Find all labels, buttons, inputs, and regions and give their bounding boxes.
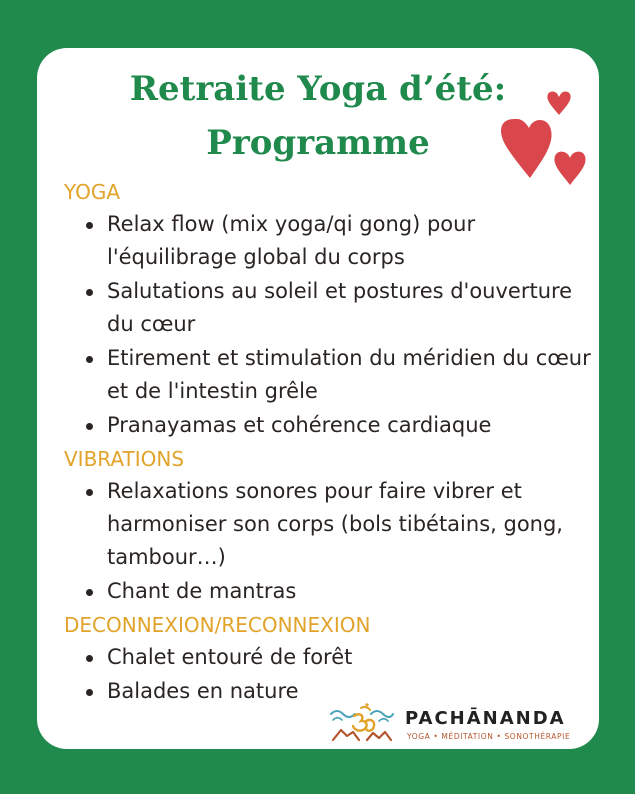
section-title-deconnexion: DECONNEXION/RECONNEXION [64,613,371,637]
section-yoga [64,176,594,442]
title-line-1: Retraite Yoga d’été: [129,69,507,109]
list-item: Pranayamas et cohérence cardiaque [64,409,594,442]
pachananda-logo [327,702,587,744]
yoga-list [64,208,594,442]
list-item: Etirement et stimulation du méridien du cœur et de l'intestin grêle [64,342,594,408]
list-item: Balades en nature [64,675,594,708]
list-item: Relaxations sonores pour faire vibrer et harmoniser son corps (bols tibétains, gong, tambour…) [64,475,594,574]
heart-large-icon [501,119,552,178]
list-item: Relax flow (mix yoga/qi gong) pour l'équilibrage global du corps [64,208,594,274]
section-title-vibrations: VIBRATIONS [64,447,185,471]
om-logo-icon [327,702,395,744]
list-item: Chalet entouré de forêt [64,641,594,674]
section-deconnexion [64,609,594,708]
list-item: Chant de mantras [64,575,594,608]
title-line-2: Programme [206,123,430,163]
vibrations-list [64,475,594,608]
heart-small-icon [547,92,570,115]
brand-tagline: YOGA • MÉDITATION • SONOTHÉRAPIE [407,732,571,741]
brand-name: PACHĀNANDA [405,708,566,729]
list-item: Salutations au soleil et postures d'ouverture du cœur [64,275,594,341]
section-vibrations [64,443,594,608]
deconnexion-list [64,641,594,708]
program-card [37,48,599,749]
program-content [64,176,594,709]
section-title-yoga: YOGA [64,180,121,204]
